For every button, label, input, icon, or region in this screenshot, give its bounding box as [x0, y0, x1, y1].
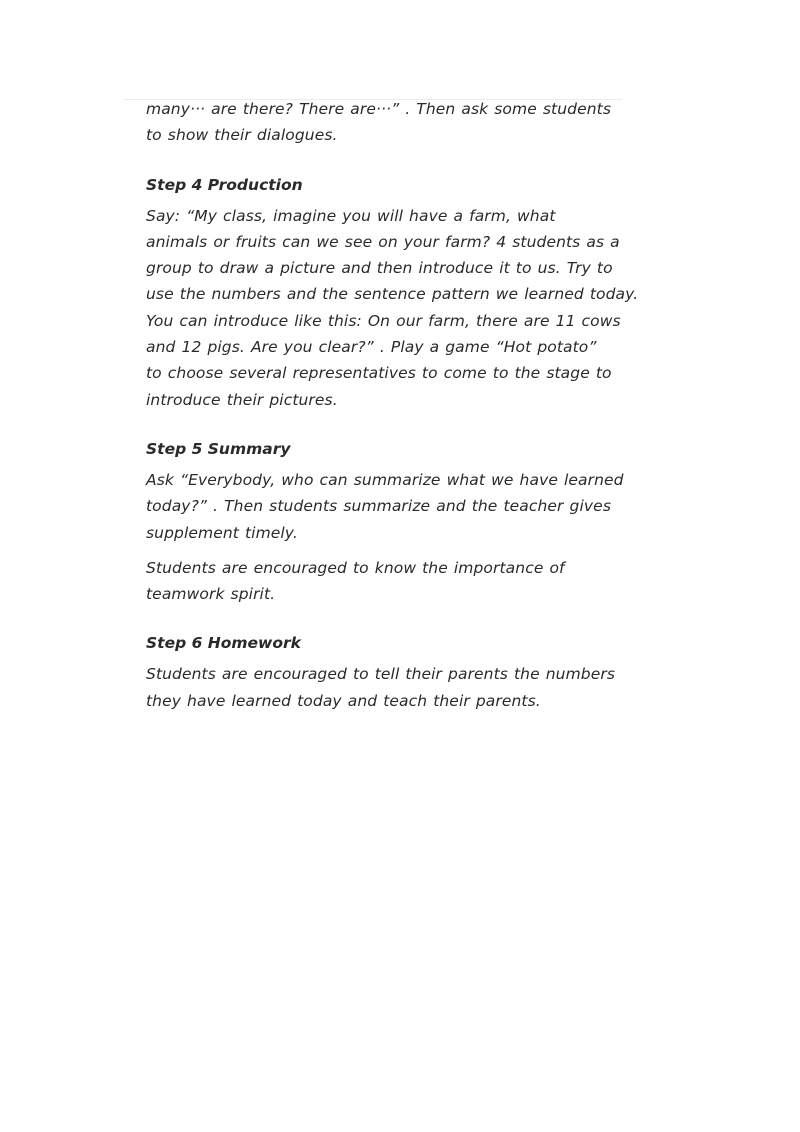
- text-line: Say: “My class, imagine you will have a farm, what: [146, 206, 556, 225]
- text-line: Students are encouraged to tell their parents the numbers: [146, 665, 616, 684]
- text-line: animals or fruits can we see on your farm? 4 students as a: [146, 232, 620, 251]
- text-line: Students are encouraged to know the importance of: [146, 558, 565, 577]
- text-line: to choose several representatives to come to the stage to: [146, 364, 612, 383]
- document-page: [146, 96, 639, 714]
- text-line: today?” . Then students summarize and the teacher gives: [146, 497, 611, 516]
- text-line: use the numbers and the sentence pattern we learned today.: [146, 285, 639, 304]
- text-line: they have learned today and teach their parents.: [146, 691, 541, 710]
- text-line: many··· are there? There are···” . Then ask some students: [146, 100, 612, 118]
- text-line: teamwork spirit.: [146, 585, 276, 604]
- text-line: group to draw a picture and then introduce it to us. Try to: [146, 259, 613, 278]
- text-line: You can introduce like this: On our farm, there are 11 cows: [146, 311, 621, 330]
- step4-heading: Step 4 Production: [146, 175, 303, 194]
- step5-paragraph-2: [146, 555, 636, 608]
- text-line: introduce their pictures.: [146, 390, 338, 409]
- text-line: to show their dialogues.: [146, 126, 338, 145]
- step6-heading: Step 6 Homework: [146, 634, 301, 653]
- step4-paragraph: [146, 203, 639, 413]
- intro-paragraph: [146, 96, 636, 149]
- text-line: and 12 pigs. Are you clear?” . Play a game “Hot potato”: [146, 338, 597, 357]
- step5-paragraph-1: [146, 467, 636, 546]
- text-line: supplement timely.: [146, 523, 298, 542]
- step6-paragraph: [146, 661, 636, 714]
- text-line: Ask “Everybody, who can summarize what we have learned: [146, 470, 624, 489]
- step5-heading: Step 5 Summary: [146, 439, 291, 458]
